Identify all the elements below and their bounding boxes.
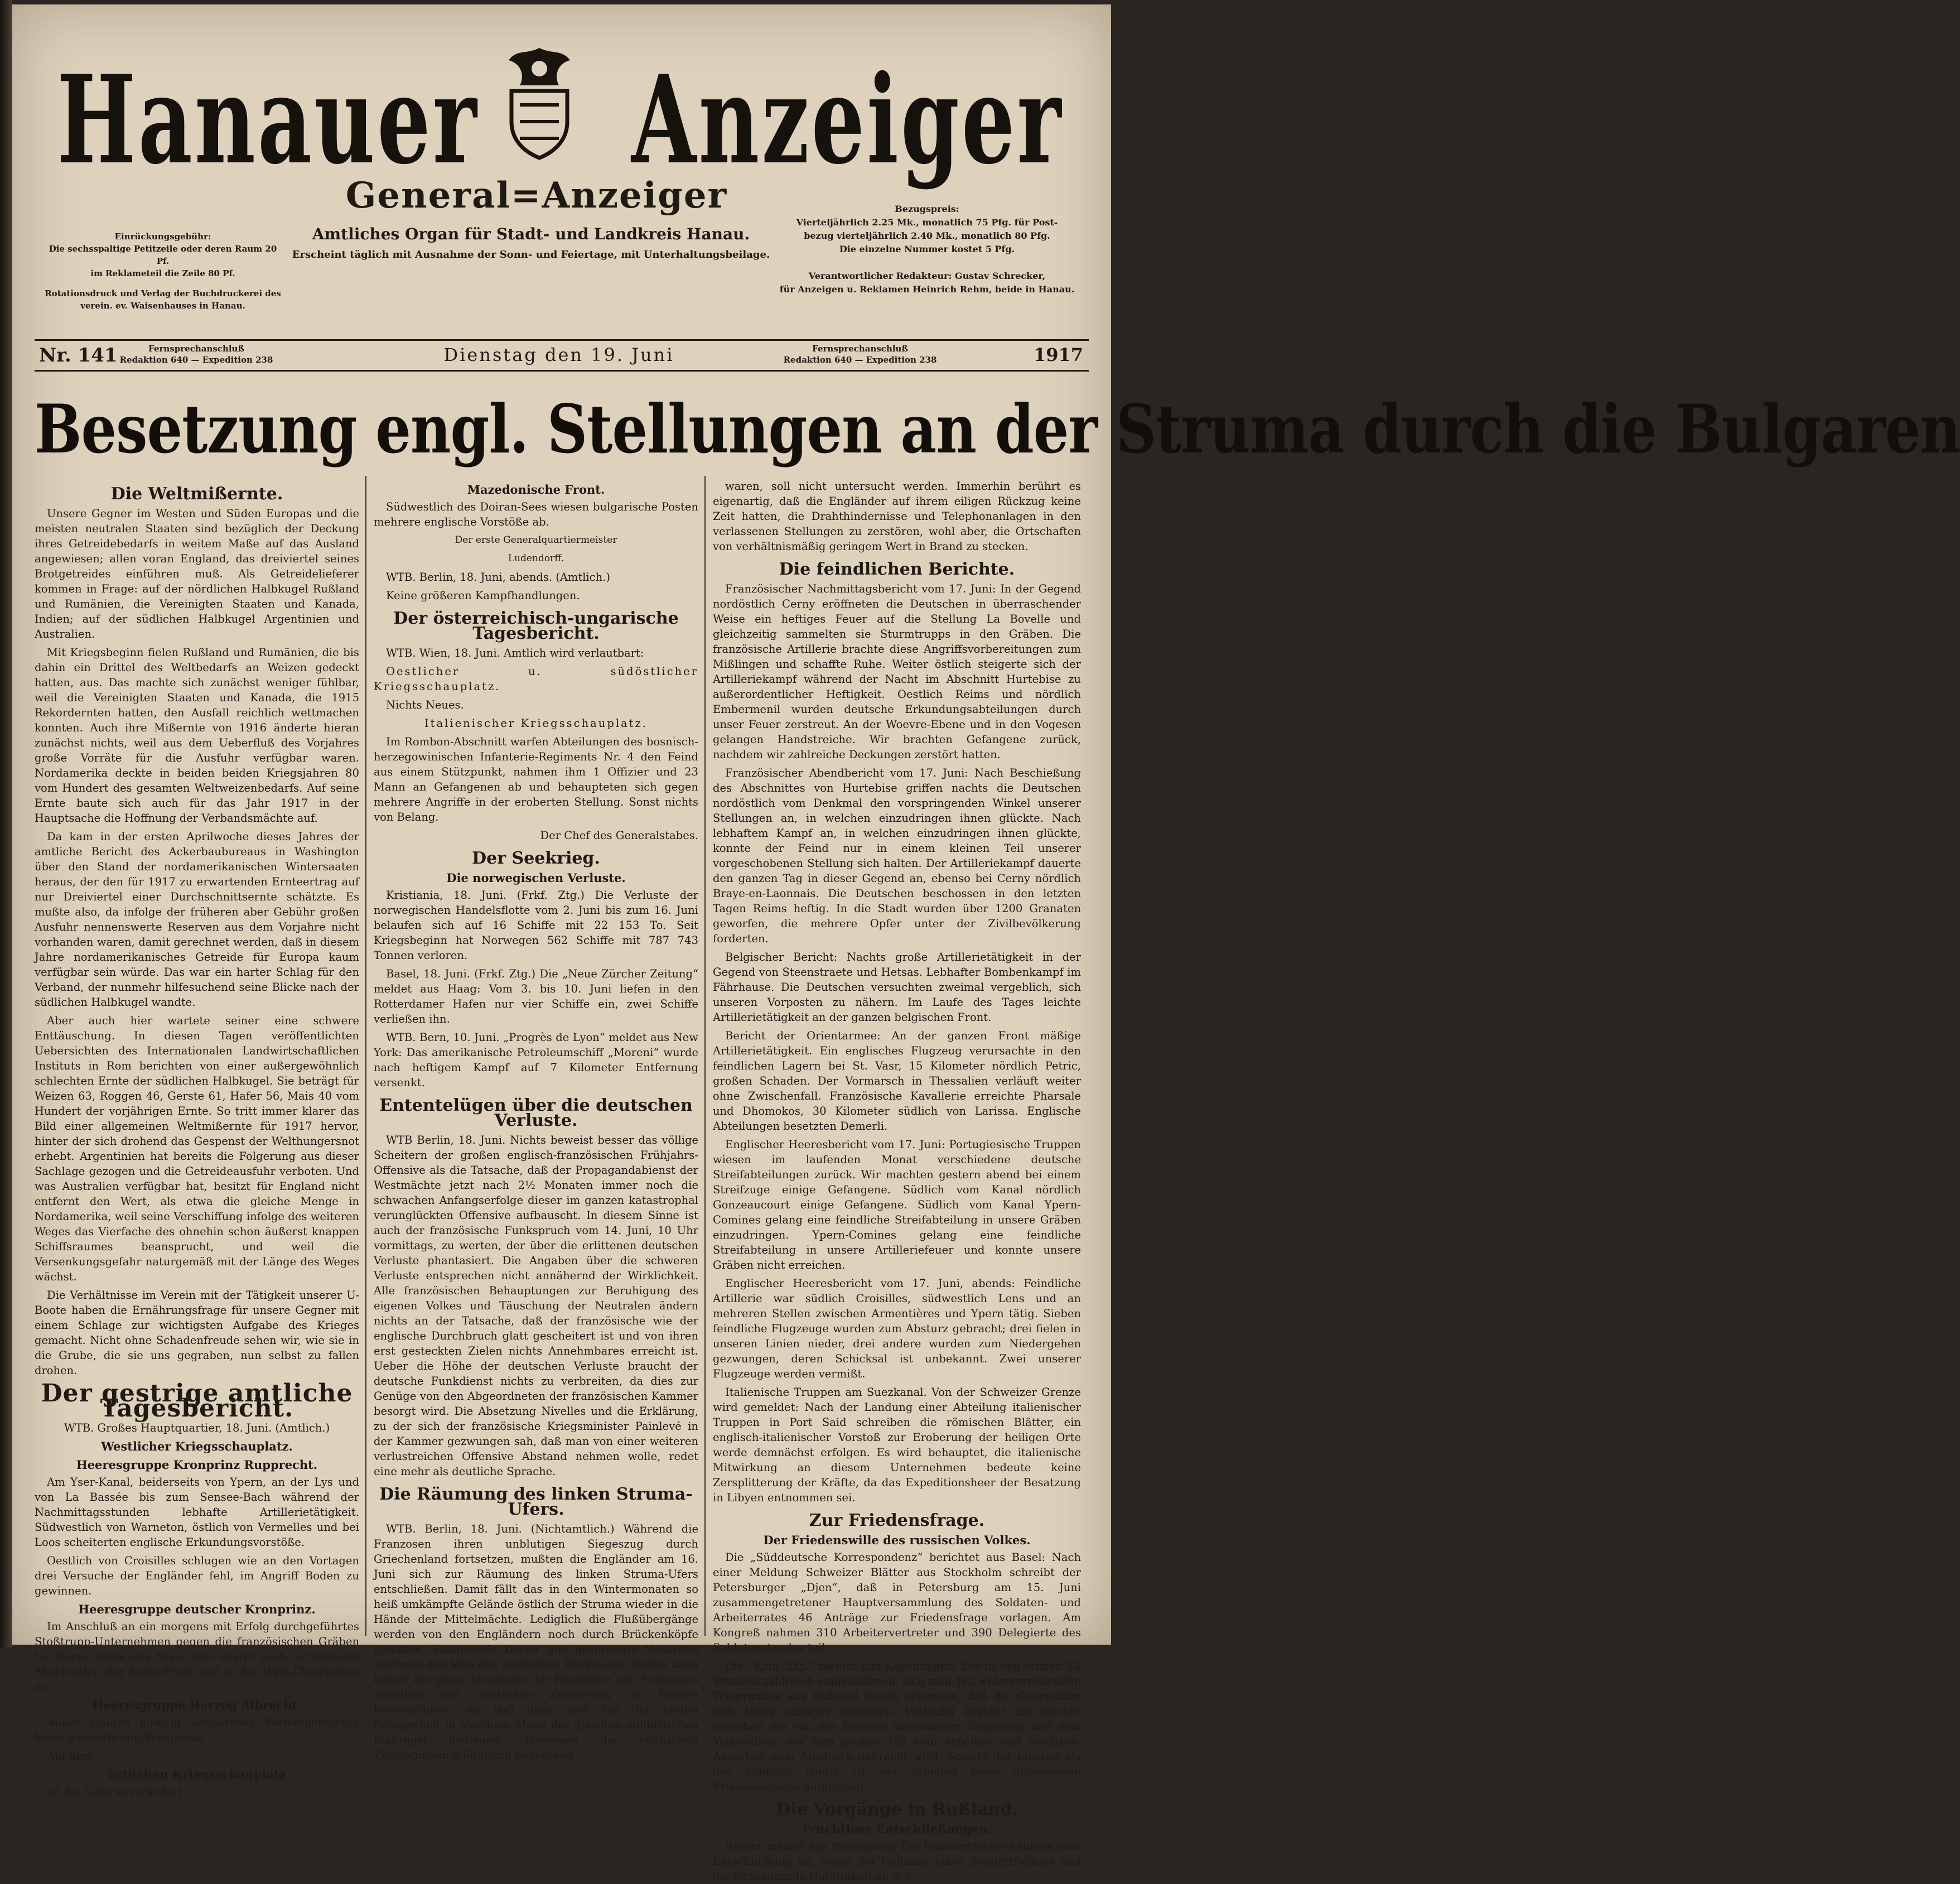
- article-title: Der österreichisch-ungarische Tagesbericht.: [393, 609, 679, 643]
- article-title: Der gestrige amtliche Tagesbericht.: [41, 1379, 353, 1423]
- paragraph: Südwestlich des Doiran-Sees wiesen bulgarische Posten mehrere englische Vorstöße ab.: [374, 500, 698, 528]
- paragraph: Aber auch hier wartete seiner eine schwere Enttäuschung. In diesen Tagen veröffentlichten Uebersichten des Internationalen Landwirtschaftlichen Instituts in Rom berichten von einer außergewöhnlich schlechten Ernte der südlichen Halbkugel. Sie beträgt für Weizen 63, Roggen 46, Gerste 61, Hafer 56, Mais 40 vom Hundert der vorjährigen Ernte. So tritt immer klarer das Bild einer allgemeinen Weltmißernte für 1917 hervor, hinter der sich drohend das Gespenst der Welthungersnot erhebt. Argentinien hat bereits die Folgerung aus dieser Sachlage gezogen und die Getreideausfuhr verboten. Und was Australien verfügbar hat, besitzt für England nicht entfernt den Wert, als etwa die gleiche Menge in Nordamerika, weil seine Verschiffung infolge des weiteren Weges das Vierfache des ohnehin schon äußerst knappen Schiffsraumes beansprucht, und weil die Versenkungsgefahr naturgemäß mit der Länge des Weges wächst.: [35, 1014, 359, 1283]
- article-title: Zur Friedensfrage.: [809, 1511, 985, 1530]
- dateline-text: WTB. Großes Hauptquartier, 18. Juni. (Amtlich.): [64, 1422, 330, 1434]
- dateline: [35, 339, 1089, 372]
- subscription-box: [762, 203, 1092, 296]
- column-2: [374, 479, 698, 1761]
- article-title: Der Seekrieg.: [472, 849, 600, 868]
- paragraph: Außer einigen günstig verlaufenen Vorfeldgefechten keine wesentlichen Ereignisse.: [35, 1716, 359, 1744]
- paragraph: Die „Süddeutsche Korrespondenz“ berichtet aus Basel: Nach einer Meldung Schweizer Blätter aus Stockholm schreibt der Petersburger „Djen“, daß in Petersburg am 15. Juni zusammengetretener Hauptversammlung des Soldaten- und Arbeiterrates 46 Anträge zur Friedensfrage vorlagen. Am Kongreß nahmen 310 Arbeitervertreter und 390 Delegierte des Soldatenstandes teil.: [713, 1551, 1081, 1654]
- title-hanauer: Hanauer: [57, 49, 479, 192]
- signature: Der erste Generalquartiermeister: [455, 534, 617, 546]
- article-title: Ententelügen über die deutschen Verluste.: [379, 1096, 693, 1130]
- column-1: [35, 479, 359, 1798]
- paragraph: Im Anschluß an ein morgens mit Erfolg durchgeführtes Stoßtrupp-Unternehmen gegen die französischen Gräben bei Cerny nahm das Feuer hier später auch in breiteren Abschnitten der Aisne-Front und in der West-Champagne zu.: [35, 1620, 359, 1693]
- dateline-text: WTB. Wien, 18. Juni. Amtlich wird verlautbart:: [386, 647, 644, 659]
- phone-line: Redaktion 640 — Expedition 238: [119, 355, 273, 365]
- paragraph: Mit Kriegsbeginn fielen Rußland und Rumänien, die bis dahin ein Drittel des Weltbedarfs an Weizen gedeckt hatten, aus. Das machte sich zunächst weniger fühlbar, weil die Vereinigten Staaten und Kanada, die 1915 Rekordernten hatten, den Ausfall reichlich wettmachen konnten. Auch ihre Mißernte von 1916 änderte hieran zunächst nichts, weil aus dem Ueberfluß des Vorjahres große Vorräte für die Ausfuhr verfügbar waren. Nordamerika deckte in beiden beiden Kriegsjahren 80 vom Hundert des gesamten Weltweizenbedarfs. Auf seine Ernte baute sich auch für das Jahr 1917 in der Hauptsache die Hoffnung der Verbandsmächte auf.: [35, 646, 359, 825]
- phone-left: [113, 343, 280, 365]
- paragraph: Nichts Neues.: [386, 698, 464, 711]
- section-heading: Mazedonische Front.: [467, 483, 605, 497]
- issue-year: 1917: [1033, 344, 1083, 365]
- paragraph: Englischer Heeresbericht vom 17. Juni, abends: Feindliche Artillerie war südlich Croisilles, südwestlich Lens und an mehreren Stellen zwischen Armentières und Ypern tätig. Sieben feindliche Flugzeuge wurden zum Absturz gebracht; drei fielen in unseren Linien nieder, drei andere wurden zum Niedergehen gezwungen, deren Schicksal ist unbekannt. Zwei unserer Flugzeuge werden vermißt.: [713, 1277, 1081, 1380]
- column-rule: [704, 476, 706, 1636]
- dateline-text: WTB. Berlin, 18. Juni, abends. (Amtlich.): [386, 571, 611, 584]
- newspaper-page: [12, 4, 1960, 1883]
- box-line: bezug vierteljährlich 2.40 Mk., monatlich 80 Pfg.: [804, 230, 1050, 241]
- box-line: Vierteljährlich 2.25 Mk., monatlich 75 Pfg. für Post-: [796, 217, 1058, 228]
- box-line: Die einzelne Nummer kostet 5 Pfg.: [839, 244, 1015, 254]
- paragraph: Am Yser-Kanal, beiderseits von Ypern, an der Lys und von La Bassée bis zum Sensee-Bach während der Nachmittagsstunden lebhafte Artillerietätigkeit. Südwestlich von Warneton, östlich von Vermelles und bei Loos scheiterten englische Erkundungsvorstöße.: [35, 1476, 359, 1549]
- section-heading: Fruchtlose Entschließungen.: [802, 1822, 992, 1836]
- main-headline: Besetzung engl. Stellungen an der Struma durch die Bulgaren: [35, 389, 1960, 469]
- signature: Der Chef des Generalstabes.: [540, 829, 698, 842]
- phone-line: Redaktion 640 — Expedition 238: [783, 355, 937, 365]
- article-title: Die feindlichen Berichte.: [779, 560, 1015, 579]
- paragraph: Die „Köln. Ztg.“ meldet aus Kopenhagen: Die in den letzten 24 Stunden zahlreich eingelaufenen, sich zum Teil widersprechenden Telegramme aus Rußland lassen erkennen, daß die Gegensätze sich stetig schärfer zuspitzen. Vorläufig besteht ein solcher zwischen der von der Entente anerkannten Regierung und dem Volkswillen, der zum großen Teil vom Arbeiter- und Soldaten-Ausschuß zum Ausdruck gebracht wird. Sowohl der inneren als der äußeren Politik ist der Stempel eines allgemeinen Friedenswillens aufgeprägt.: [713, 1660, 1081, 1793]
- paragraph: Französischer Nachmittagsbericht vom 17. Juni: In der Gegend nordöstlich Cerny eröffneten die Deutschen in überraschender Weise ein heftiges Feuer auf die Stellung La Bovelle und gleichzeitig sammelten sie Sturmtrupps in den Gräben. Die französische Artillerie brachte diese Angriffsvorbereitungen zum Mißlingen und schaffte Ruhe. Weiter östlich steigerte sich der Artilleriekampf während der Nacht im Abschnitt Hurtebise zu außerordentlicher Heftigkeit. Oestlich Reims und nördlich Embermenil wurden deutsche Erkundungsabteilungen durch unser Feuer zerstreut. An der Woevre-Ebene und in den Vogesen gelangen Handstreiche. Wir brachten Gefangene zurück, nachdem wir zahlreiche Deckungen zerstört hatten.: [713, 582, 1081, 761]
- box-line: Verantwortlicher Redakteur: Gustav Schrecker,: [808, 271, 1046, 281]
- box-line: Die sechsspaltige Petitzeile oder deren Raum 20 Pf.: [49, 244, 277, 266]
- paragraph: Kristiania, 18. Juni. (Frkf. Ztg.) Die Verluste der norwegischen Handelsflotte vom 2. Juni bis zum 16. Juni belaufen sich auf 16 Schiffe mit 22 153 To. Seit Kriegsbeginn hat Norwegen 562 Schiffe mit 787 743 Tonnen verloren.: [374, 889, 698, 962]
- paragraph: Italienische Truppen am Suezkanal. Von der Schweizer Grenze wird gemeldet: Nach der Landung einer Abteilung italienischer Truppen in Port Said schreiben die römischen Blätter, ein englisch-italienischer Vorstoß zur Eroberung der heiligen Orte werde demnächst erfolgen. Es wird behauptet, die italienische Mitwirkung an diesem Unternehmen bedeute keine Zersplitterung der Kräfte, da das Expeditionsheer der Besatzung in Libyen entnommen sei.: [713, 1386, 1081, 1504]
- issue-number: Nr. 141: [39, 344, 118, 367]
- paragraph: Oestlicher u. südöstlicher Kriegsschauplatz.: [374, 665, 698, 693]
- section-heading: Die norwegischen Verluste.: [446, 871, 626, 885]
- paragraph: Italienischer Kriegsschauplatz.: [424, 717, 648, 730]
- issue-date: Dienstag den 19. Juni: [443, 344, 674, 365]
- section-heading: Der Friedenswille des russischen Volkes.: [763, 1533, 1031, 1547]
- column-3: [713, 479, 1081, 1883]
- subtitle: General=Anzeiger: [345, 175, 728, 216]
- box-line: Einrückungsgebühr:: [114, 232, 211, 242]
- phone-right: [776, 343, 944, 365]
- paragraph: Basel, 18. Juni. (Frkf. Ztg.) Die „Neue Zürcher Zeitung“ meldet aus Haag: Vom 3. bis 10. Juni liefen in den Rotterdamer Hafen nur vier Schiffe ein, zwei Schiffe verließen ihn.: [374, 967, 698, 1025]
- box-line: Rotationsdruck und Verlag der Buchdruckerei des: [45, 288, 281, 298]
- section-heading: östlichen Kriegsschauplatz: [108, 1767, 286, 1781]
- coat-of-arms-icon: [486, 44, 592, 161]
- paragraph: Bericht der Orientarmee: An der ganzen Front mäßige Artillerietätigkeit. Ein englisches Flugzeug verursachte in den feindlichen Lagern bei St. Vasr, 15 Kilometer nördlich Petric, großen Schaden. Der Vormarsch in Thessalien verläuft weiter ohne Zwischenfall. Französische Kavallerie erreichte Pharsale und Dhomokos, 30 Kilometer südlich von Larissa. Englische Abteilungen besetzten Demerli.: [713, 1029, 1081, 1133]
- signature: Ludendorff.: [508, 553, 564, 564]
- section-heading: Heeresgruppe Herzog Albrecht.: [92, 1698, 302, 1712]
- paragraph: ist die Lage unverändert.: [47, 1785, 187, 1798]
- book-spine: [0, 0, 12, 1647]
- section-heading: Westlicher Kriegsschauplatz.: [101, 1439, 293, 1453]
- organ-line: Amtliches Organ für Stadt- und Landkreis Hanau.: [312, 225, 750, 243]
- title-anzeiger: Anzeiger: [631, 49, 1064, 192]
- ad-rates-box: [43, 230, 283, 312]
- article-title: Die Weltmißernte.: [110, 484, 283, 504]
- paragraph: Belgischer Bericht: Nachts große Artillerietätigkeit in der Gegend von Steenstraete und Hetsas. Lebhafter Bombenkampf im Fährhause. Die Deutschen versuchten zweimal vergeblich, sich unseren Vorposten zu nähern. Im Laufe des Tages leichte Artillerietätigkeit an der ganzen belgischen Front.: [713, 951, 1081, 1024]
- paragraph: Oestlich von Croisilles schlugen wie an den Vortagen drei Versuche der Engländer fehl, im Angriff Boden zu gewinnen.: [35, 1554, 359, 1597]
- article-title: Die Räumung des linken Struma-Ufers.: [379, 1485, 693, 1519]
- paragraph: Im Rombon-Abschnitt warfen Abteilungen des bosnisch-herzegowinischen Infanterie-Regiments Nr. 4 den Feind aus einem Stützpunkt, nahmen ihm 1 Offizier und 23 Mann an Gefangenen ab und behaupteten sich gegen mehrere Angriffe in der eroberten Stellung. Sonst nichts von Belang.: [374, 735, 698, 823]
- paragraph: Auf dem: [47, 1750, 93, 1762]
- section-heading: Heeresgruppe deutscher Kronprinz.: [78, 1602, 316, 1616]
- box-line: Bezugspreis:: [895, 204, 959, 214]
- phone-line: Fernsprechanschluß: [812, 344, 908, 354]
- paragraph: WTB Berlin, 18. Juni. Nichts beweist besser das völlige Scheitern der großen englisch-französischen Frühjahrs-Offensive als die Tatsache, daß der Propagandabienst der Westmächte jetzt nach 2½ Monaten immer noch die schwachen Anfangserfolge dieser im ganzen katastrophal verunglückten Offensive aufbauscht. In diesem Sinne ist auch der französische Funkspruch vom 14. Juni, 10 Uhr vormittags, zu werten, der über die erlittenen deutschen Verluste phantasiert. Die Angaben über die schweren Verluste entsprechen nicht annähernd der Wirklichkeit. Alle französischen Behauptungen zur Beruhigung des eigenen Volkes und Täuschung der Neutralen ändern nichts an der Tatsache, daß der französische wie der englische Durchbruch glatt gescheitert ist und von ihren erst gesteckten Zielen nichts Annehmbares erreicht ist. Ueber die Höhe der deutschen Verluste braucht der deutsche Funkdienst nichts zu verbreiten, da dies zur Genüge von den Abgeordneten der französischen Kammer besorgt wird. Die Absetzung Nivelles und die Erklärung, zu der sich der französische Kriegsminister Painlevé in der Kammer gezwungen sah, daß man von einer weiteren verlustreichen Offensive Abstand nehmen wolle, redet eine mehr als deutliche Sprache.: [374, 1134, 698, 1478]
- paragraph: Die Verhältnisse im Verein mit der Tätigkeit unserer U-Boote haben die Ernährungsfrage für unsere Gegner mit einem Schlage zur wichtigsten Aufgabe des Krieges gemacht. Nicht ohne Schadenfreude sehen wir, wie sie in die Grube, die sie uns gegraben, nun selbst zu fallen drohen.: [35, 1289, 359, 1377]
- section-heading: Heeresgruppe Kronprinz Rupprecht.: [76, 1458, 318, 1472]
- box-line: für Anzeigen u. Reklamen Heinrich Rehm, beide in Hanau.: [779, 284, 1075, 295]
- box-line: im Reklameteil die Zeile 80 Pf.: [90, 268, 235, 278]
- paragraph: WTB. Bern, 10. Juni. „Progrès de Lyon“ meldet aus New York: Das amerikanische Petroleumschiff „Moreni“ wurde nach heftigem Kampf auf 7 Kilometer Entfernung versenkt.: [374, 1031, 698, 1089]
- article-title: Die Vorgänge in Rußland.: [776, 1800, 1018, 1819]
- paragraph: Englischer Heeresbericht vom 17. Juni: Portugiesische Truppen wiesen im laufenden Monat verschiedene deutsche Streifabteilungen zurück. Wir machten gestern abend bei einem Streifzuge einige Gefangene. Südlich vom Kanal nördlich Gonzeaucourt einige Gefangene. Südlich vom Kanal Ypern-Comines gelang eine feindliche Streifabteilung in unsere Gräben einzudringen. Ypern-Comines gelang eine feindliche Streifabteilung in unsere Artilleriefeuer und konnte unsere Gräben nicht erreichen.: [713, 1138, 1081, 1271]
- paragraph: Französischer Abendbericht vom 17. Juni: Nach Beschießung des Abschnittes von Hurtebise griffen nachts die Deutschen nordöstlich vom Denkmal den vorspringenden Winkel unserer Stellungen an, in welchen einzudringen ihnen glückte. Nach lebhaftem Kampf an, in welchen einzudringen ihnen glückte, konnte der Feind nur in einem kleinen Teil unserer vorgeschobenen Stellung sich halten. Der Artilleriekampf dauerte den ganzen Tag in dieser Gegend an, ebenso bei Cerny nördlich Braye-en-Laonnais. Die Deutschen beschossen in den letzten Tagen Reims heftig. In die Stadt wurden über 1200 Granaten geworfen, die mehrere Opfer unter der Zivilbevölkerung forderten.: [713, 767, 1081, 945]
- paragraph: WTB. Berlin, 18. Juni. (Nichtamtlich.) Während die Franzosen ihren unblutigen Siegeszug durch Griechenland fortsetzen, mußten die Engländer am 16. Juni sich zur Räumung des linken Struma-Ufers entschließen. Damit fällt das in den Wintermonaten so heiß umkämpfte Gelände östlich der Struma wieder in die Hände der Mittelmächte. Lediglich die Flußübergänge werden von den Engländern noch durch Brückenköpfe gehalten. Flammende Dörfer und gesprengte Minaretts zeichnen den Weg des englischen Rückzuges. Nichts kann besser die ganze Heuchelei der Engländer und Franzosen anläßlich der deutschen Zerstörung im Westen kennzeichnen, als daß diese sich bei der ersten Gelegenheit in gleichem Maße der gleichen militärischen Maßregel bedienen. Inwieweit die englischen Zerstörungen militärisch bedeutend: [374, 1522, 698, 1761]
- phone-line: Fernsprechanschluß: [148, 344, 244, 354]
- paragraph: Unsere Gegner im Westen und Süden Europas und die meisten neutralen Staaten sind bezüglich der Deckung ihres Getreidebedarfs in weitem Maße auf das Ausland angewiesen; allen voran England, das dreiviertel seines Brotgetreides einführen muß. Als Getreidelieferer kommen in Frage: auf der nördlichen Halbkugel Rußland und Rumänien, die Vereinigten Staaten und Kanada, Indien; auf der südlichen Halbkugel Argentinien und Australien.: [35, 507, 359, 640]
- box-line: verein. ev. Waisenhauses in Hanau.: [80, 301, 245, 311]
- paragraph: Keine größeren Kampfhandlungen.: [386, 589, 580, 602]
- paragraph: waren, soll nicht untersucht werden. Immerhin berührt es eigenartig, daß die Engländer auf ihrem eiligen Rückzug keine Zeit hatten, die Drahthindernisse und Telephonanlagen in den verlassenen Stellungen zu zerstören, wohl aber, die Ortschaften von verhältnismäßig geringem Wert in Brand zu stecken.: [713, 480, 1081, 553]
- column-rule: [365, 476, 366, 1636]
- paragraph: Reuter meldet aus Petersburg: Die Dumavertreter nahmen eine Entschließung an, worin der Gedanke eines Sonderfriedens und die fortdauernde Untätigkeit an der: [713, 1840, 1081, 1883]
- paragraph: Da kam in der ersten Aprilwoche dieses Jahres der amtliche Bericht des Ackerbaubureaus in Washington über den Stand der nordamerikanischen Wintersaaten heraus, der den für 1917 zu erwartenden Ernteertrag auf nur Dreiviertel einer Durchschnittsernte schätzte. Es mußte also, da infolge der früheren aber Gebühr großen Ausfuhr nennenswerte Reserven aus dem Vorjahre nicht vorhanden waren, damit gerechnet werden, daß in diesem Jahre nordamerikanisches Getreide für Europa kaum verfügbar sein würde. Das war ein harter Schlag für den Verband, der nunmehr hilfesuchend seine Blicke nach der südlichen Halbkugel wandte.: [35, 830, 359, 1009]
- publication-note: Erscheint täglich mit Ausnahme der Sonn- und Feiertage, mit Unterhaltungsbeilage.: [292, 249, 770, 261]
